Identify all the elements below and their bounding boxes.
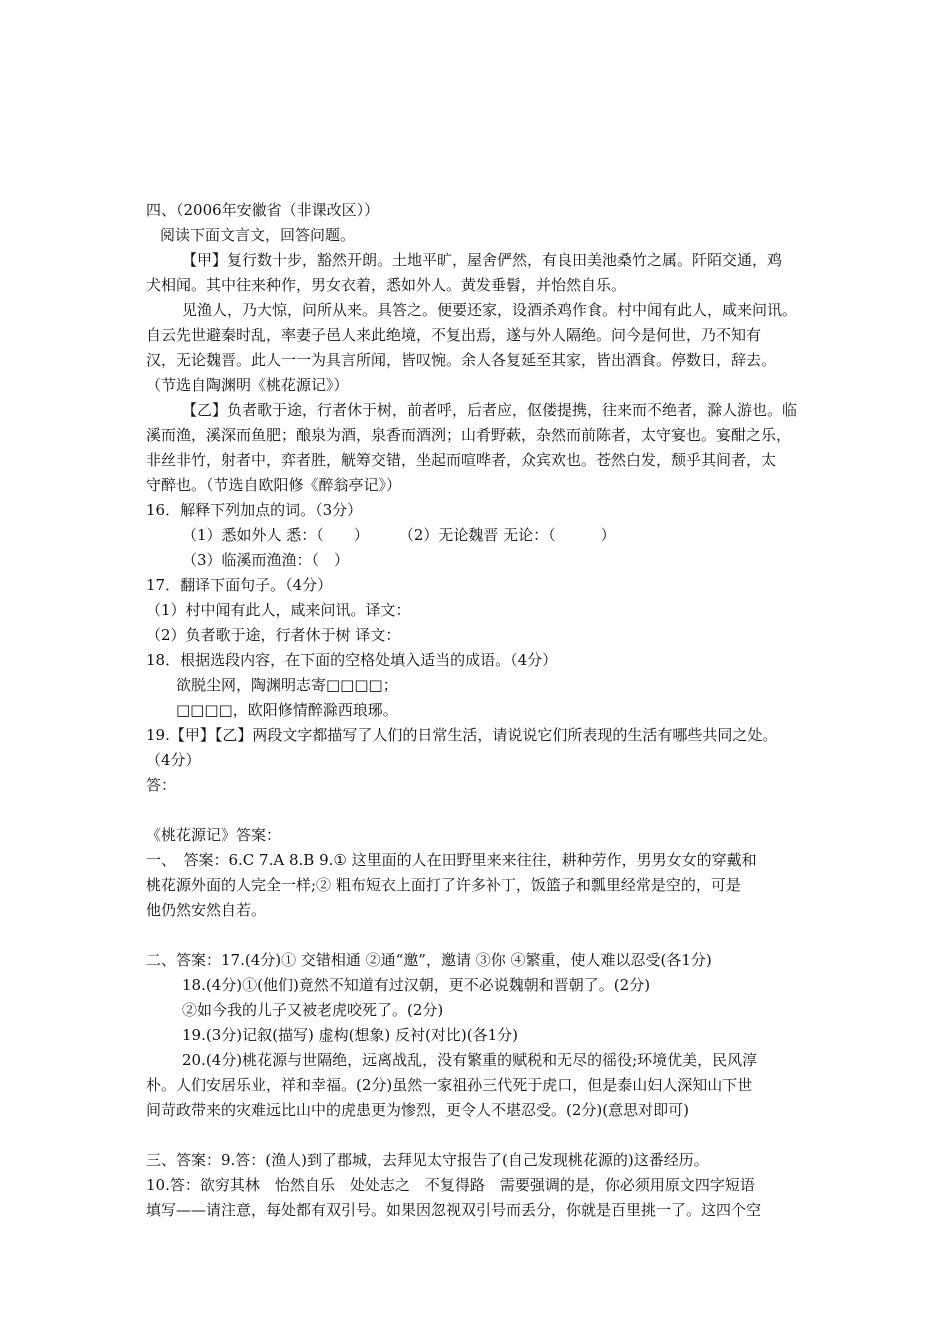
question-text: 19.【甲】【乙】两段文字都描写了人们的日常生活，请说说它们所表现的生活有哪些共同之处。 bbox=[146, 726, 778, 744]
passage-line: 守醉也。（节选自欧阳修《醉翁亭记》） bbox=[146, 476, 402, 494]
answer-line: 桃花源外面的人完全一样;② 粗布短衣上面打了许多补丁，饭篮子和瓢里经常是空的，可是 bbox=[146, 876, 741, 894]
question-19 bbox=[146, 723, 818, 798]
spacer bbox=[146, 1123, 818, 1148]
spacer bbox=[146, 798, 818, 823]
question-subitem: （2）负者歌于途，行者休于树 译文： bbox=[146, 626, 401, 644]
answer-line: 19.(3分)记叙(描写) 虚构(想象) 反衬(对比)(各1分) bbox=[182, 1026, 519, 1044]
answer-line: 18.(4分)①(他们)竟然不知道有过汉朝，更不必说魏朝和晋朝了。(2分) bbox=[182, 976, 651, 994]
answer-line: 朴。人们安居乐业，祥和幸福。(2分)虽然一家祖孙三代死于虎口，但是泰山妇人深知山下世 bbox=[146, 1076, 753, 1094]
passage-jia bbox=[146, 248, 818, 398]
question-subitem: （1）悉如外人 悉：（ ） （2）无论魏晋 无论：（ ） bbox=[182, 526, 616, 544]
answers-section bbox=[146, 823, 818, 1223]
question-text: （4分） bbox=[146, 751, 201, 769]
question-subitem: 欲脱尘网，陶渊明志寄□□□□； bbox=[176, 676, 398, 694]
answer-line: 20.(4分)桃花源与世隔绝，远离战乱，没有繁重的赋税和无尽的徭役;环境优美，民风淳 bbox=[182, 1051, 758, 1069]
answer-line: 10.答：欲穷其林 怡然自乐 处处志之 不复得路 需要强调的是，你必须用原文四字短语 bbox=[146, 1176, 755, 1194]
passage-yi bbox=[146, 398, 818, 498]
section-heading: 四、（2006年安徽省（非课改区）） bbox=[146, 201, 380, 219]
question-16 bbox=[146, 498, 818, 573]
answer-line: 三、答案：9.答：(渔人)到了郡城，去拜见太守报告了(自己发现桃花源的)这番经历。 bbox=[146, 1151, 709, 1169]
passage-line: 犬相闻。其中往来种作，男女衣着，悉如外人。黄发垂髫，并怡然自乐。 bbox=[146, 276, 627, 294]
passage-line: 见渔人，乃大惊，问所从来。具答之。便要还家，设酒杀鸡作食。村中闻有此人，咸来问讯。 bbox=[182, 301, 798, 319]
passage-line: 自云先世避秦时乱，率妻子邑人来此绝境，不复出焉，遂与外人隔绝。问今是何世，乃不知有 bbox=[146, 326, 762, 344]
answer-line: 间苛政带来的灾难远比山中的虎患更为惨烈，更令人不堪忍受。(2分)(意思对即可) bbox=[146, 1101, 689, 1119]
passage-line: 溪而渔，溪深而鱼肥；酿泉为酒，泉香而酒洌；山肴野蔌，杂然而前陈者，太守宴也。宴酣之乐， bbox=[146, 426, 792, 444]
question-17 bbox=[146, 573, 818, 648]
passage-line: 【甲】复行数十步，豁然开朗。土地平旷，屋舍俨然，有良田美池桑竹之属。阡陌交通，鸡 bbox=[182, 251, 783, 269]
reading-instruction: 阅读下面文言文，回答问题。 bbox=[160, 226, 356, 244]
question-subitem: （3）临溪而渔渔：（ ） bbox=[182, 551, 350, 569]
answer-line: 一、 答案：6.C 7.A 8.B 9.① 这里面的人在田野里来来往往，耕种劳作，男男女女的穿戴和 bbox=[146, 851, 757, 869]
question-text: 16．解释下列加点的词。（3分） bbox=[146, 501, 363, 519]
question-18 bbox=[146, 648, 818, 723]
answer-line: 二、答案：17.(4分)① 交错相通 ②通“邀”，邀请 ③你 ④繁重，使人难以忍受(各1分) bbox=[146, 951, 712, 969]
question-subitem: □□□□，欧阳修情醉滁西琅琊。 bbox=[176, 701, 398, 719]
answer-label: 答： bbox=[146, 776, 177, 794]
question-text: 18．根据选段内容，在下面的空格处填入适当的成语。（4分） bbox=[146, 651, 558, 669]
passage-line: 非丝非竹，射者中，弈者胜，觥筹交错，坐起而喧哗者，众宾欢也。苍然白发，颓乎其间者，太 bbox=[146, 451, 777, 469]
answer-line: 填写——请注意，每处都有双引号。如果因忽视双引号而丢分，你就是百里挑一了。这四个空 bbox=[146, 1201, 762, 1219]
question-subitem: （1）村中闻有此人，咸来问讯。译文： bbox=[146, 601, 411, 619]
passage-source: （节选自陶渊明《桃花源记》） bbox=[146, 376, 349, 394]
passage-line: 汉，无论魏晋。此人一一为具言所闻，皆叹惋。余人各复延至其家，皆出酒食。停数日，辞去。 bbox=[146, 351, 777, 369]
answers-title: 《桃花源记》答案： bbox=[146, 826, 282, 844]
answer-line: ②如今我的儿子又被老虎咬死了。(2分) bbox=[182, 1001, 444, 1019]
spacer bbox=[146, 923, 818, 948]
question-text: 17．翻译下面句子。（4分） bbox=[146, 576, 333, 594]
passage-line: 【乙】负者歌于途，行者休于树，前者呼，后者应，伛偻提携，往来而不绝者，滁人游也。临 bbox=[182, 401, 798, 419]
document-page bbox=[146, 198, 818, 1223]
answer-line: 他仍然安然自若。 bbox=[146, 901, 267, 919]
